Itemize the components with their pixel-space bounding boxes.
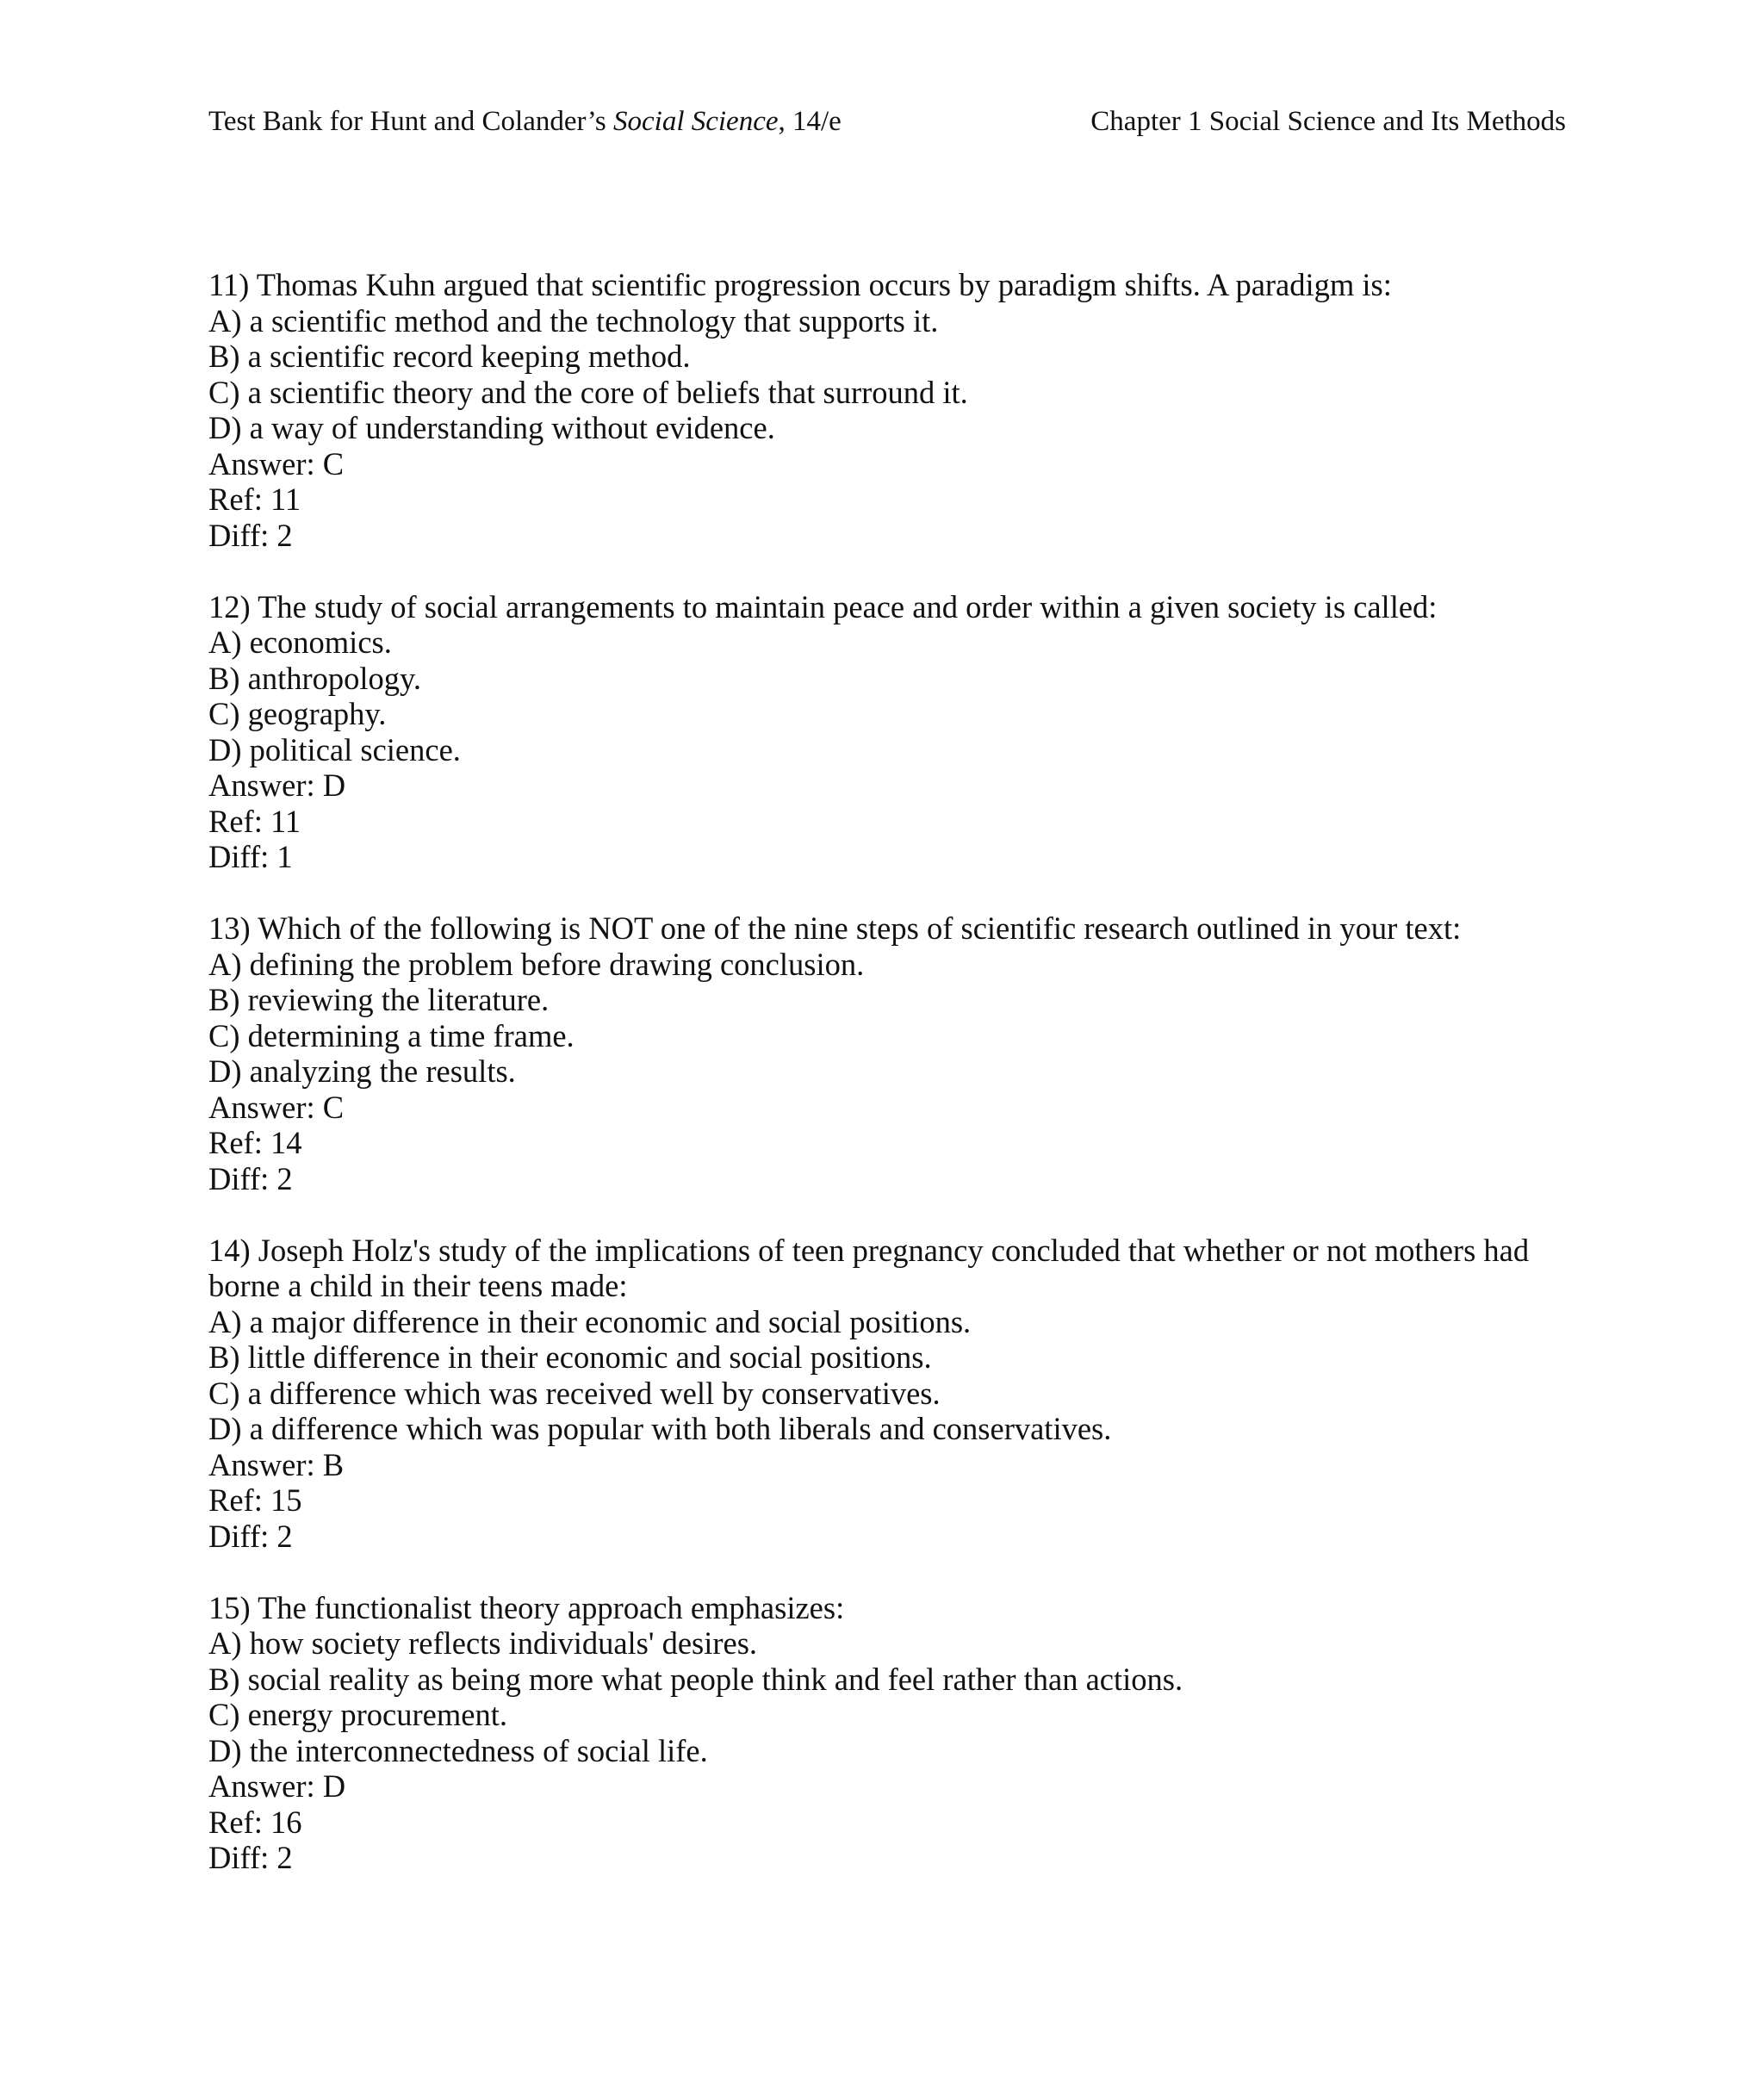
option-c: C) determining a time frame. bbox=[208, 1017, 575, 1053]
question-stem: 15) The functionalist theory approach emphasizes: bbox=[208, 1589, 845, 1625]
header-chapter-title: Chapter 1 Social Science and Its Methods bbox=[1090, 106, 1566, 137]
option-d: D) political science. bbox=[208, 731, 461, 767]
diff-line: Diff: 2 bbox=[208, 517, 293, 553]
question-stem: 14) Joseph Holz's study of the implications of teen pregnancy concluded that whether or not mothers had borne a child in their teens made: bbox=[208, 1232, 1530, 1303]
answer-line: Answer: D bbox=[208, 1768, 346, 1804]
option-c: C) energy procurement. bbox=[208, 1697, 507, 1732]
answer-line: Answer: C bbox=[208, 1089, 345, 1125]
option-c: C) a scientific theory and the core of beliefs that surround it. bbox=[208, 374, 968, 410]
question-11 bbox=[208, 267, 1569, 553]
ref-line: Ref: 11 bbox=[208, 803, 301, 839]
question-12 bbox=[208, 589, 1569, 875]
diff-line: Diff: 1 bbox=[208, 839, 293, 874]
option-a: A) defining the problem before drawing conclusion. bbox=[208, 946, 865, 982]
option-b: B) a scientific record keeping method. bbox=[208, 339, 691, 374]
option-d: D) a way of understanding without evidence. bbox=[208, 410, 775, 445]
diff-line: Diff: 2 bbox=[208, 1518, 293, 1554]
option-a: A) a scientific method and the technology that supports it. bbox=[208, 302, 939, 339]
question-13 bbox=[208, 910, 1569, 1196]
header-suffix: , 14/e bbox=[778, 106, 842, 137]
question-14 bbox=[208, 1233, 1569, 1555]
option-c: C) a difference which was received well by conservatives. bbox=[208, 1375, 941, 1411]
option-b: B) little difference in their economic and social positions. bbox=[208, 1339, 932, 1375]
option-b: B) reviewing the literature. bbox=[208, 982, 550, 1017]
question-stem: 12) The study of social arrangements to maintain peace and order within a given society is called: bbox=[208, 588, 1438, 624]
question-stem: 11) Thomas Kuhn argued that scientific progression occurs by paradigm shifts. A paradigm is: bbox=[208, 267, 1392, 302]
option-d: D) the interconnectedness of social life. bbox=[208, 1732, 708, 1768]
question-15 bbox=[208, 1590, 1569, 1876]
ref-line: Ref: 14 bbox=[208, 1125, 302, 1160]
option-a: A) how society reflects individuals' desires. bbox=[208, 1625, 758, 1661]
option-c: C) geography. bbox=[208, 696, 387, 731]
diff-line: Diff: 2 bbox=[208, 1160, 293, 1196]
option-a: A) economics. bbox=[208, 624, 392, 660]
ref-line: Ref: 16 bbox=[208, 1804, 302, 1840]
answer-line: Answer: D bbox=[208, 767, 346, 803]
ref-line: Ref: 15 bbox=[208, 1482, 302, 1518]
question-stem: 13) Which of the following is NOT one of the nine steps of scientific research outlined in your text: bbox=[208, 910, 1462, 946]
answer-line: Answer: C bbox=[208, 445, 345, 481]
option-d: D) analyzing the results. bbox=[208, 1053, 516, 1089]
option-b: B) anthropology. bbox=[208, 660, 422, 696]
header-prefix: Test Bank for Hunt and Colander’s bbox=[208, 106, 613, 137]
question-list bbox=[208, 267, 1569, 1911]
page-header bbox=[208, 102, 1566, 141]
header-book-title bbox=[208, 102, 842, 141]
option-b: B) social reality as being more what people think and feel rather than actions. bbox=[208, 1661, 1183, 1697]
option-d: D) a difference which was popular with both liberals and conservatives. bbox=[208, 1411, 1112, 1446]
diff-line: Diff: 2 bbox=[208, 1840, 293, 1875]
option-a: A) a major difference in their economic and social positions. bbox=[208, 1303, 972, 1339]
ref-line: Ref: 11 bbox=[208, 481, 301, 517]
answer-line: Answer: B bbox=[208, 1446, 345, 1482]
header-italic-title: Social Science bbox=[613, 106, 779, 137]
